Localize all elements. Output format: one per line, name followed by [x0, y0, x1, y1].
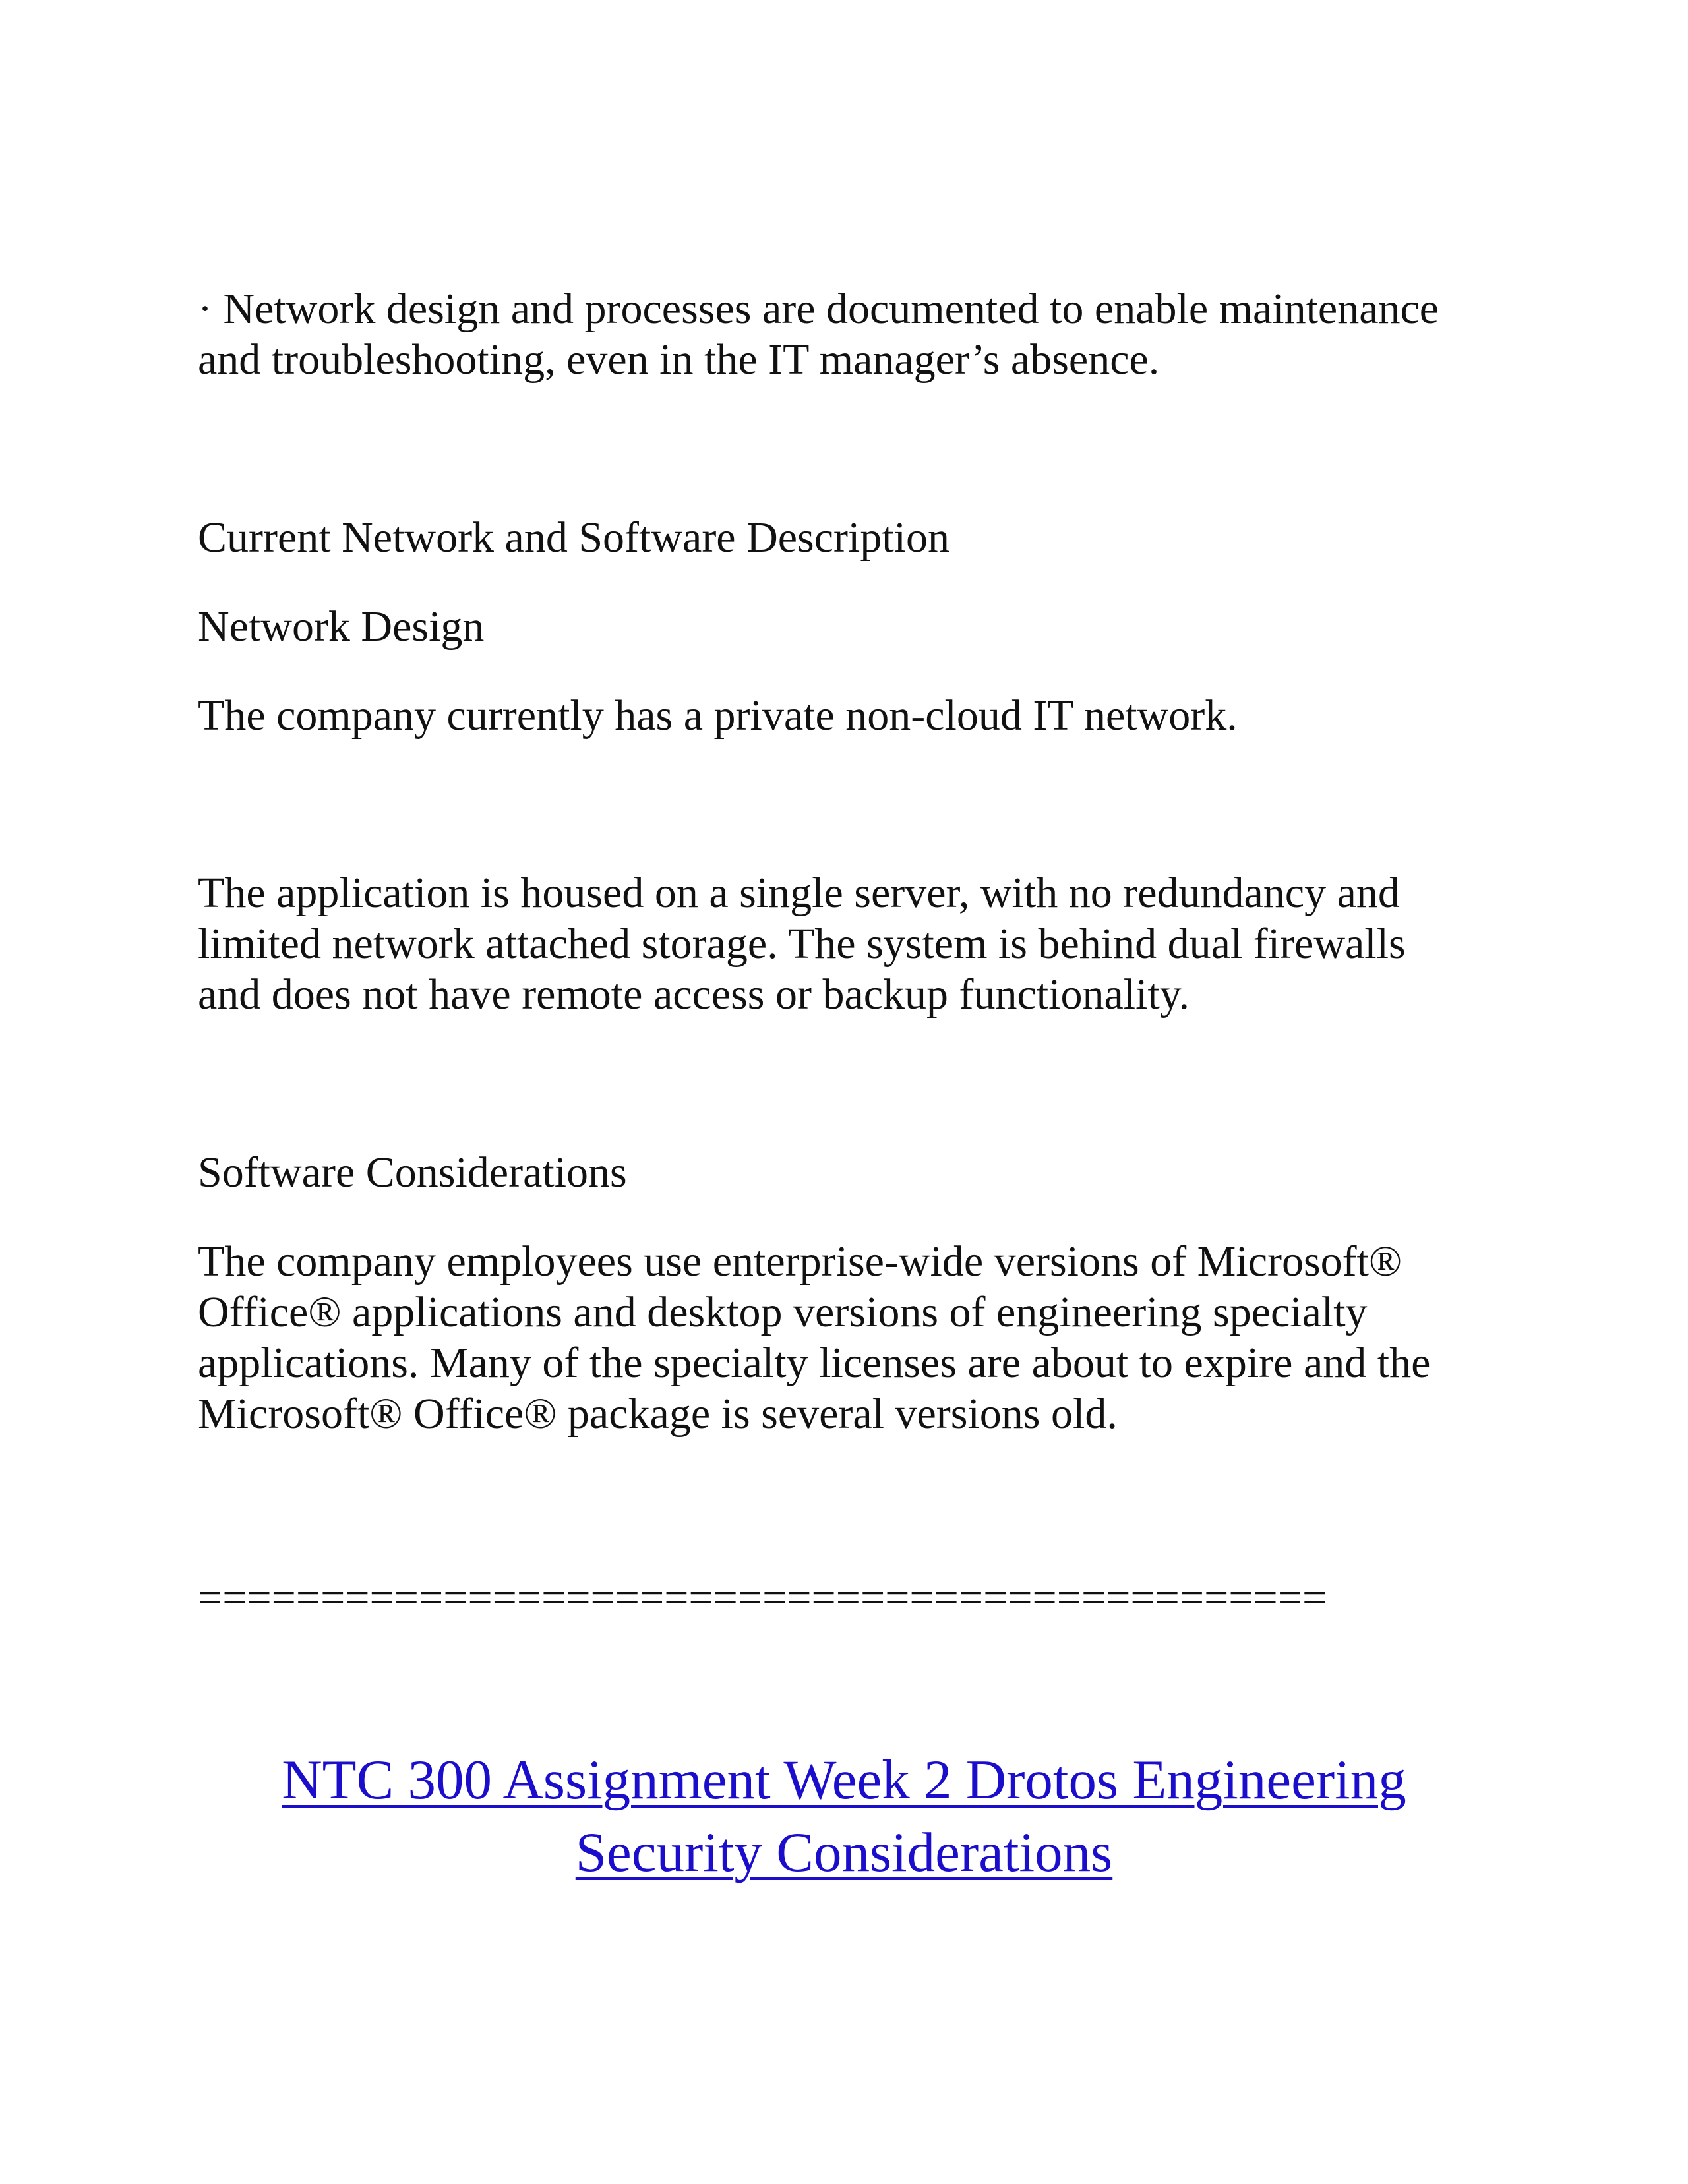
subheading-software: Software Considerations: [198, 1148, 627, 1196]
application-line-2: limited network attached storage. The system is behind dual firewalls: [198, 920, 1406, 968]
separator-line: ==============================================: [198, 1574, 1327, 1622]
assignment-link-line-1[interactable]: NTC 300 Assignment Week 2 Drotos Engineering: [282, 1749, 1406, 1811]
software-line-1: The company employees use enterprise-wide versions of Microsoft®: [198, 1237, 1402, 1285]
application-paragraph: [198, 868, 1517, 1020]
assignment-link-line-2[interactable]: Security Considerations: [575, 1821, 1113, 1883]
software-line-4: Microsoft® Office® package is several versions old.: [198, 1390, 1118, 1438]
software-line-2: Office® applications and desktop versions of engineering specialty: [198, 1288, 1368, 1336]
bullet-paragraph: [198, 283, 1517, 385]
assignment-link-block: [0, 1744, 1688, 1889]
subheading-network-design: Network Design: [198, 603, 485, 651]
bullet-line-1: · Network design and processes are documented to enable maintenance: [198, 285, 1439, 333]
network-private-paragraph: The company currently has a private non-cloud IT network.: [198, 692, 1238, 740]
application-line-3: and does not have remote access or backup functionality.: [198, 970, 1190, 1018]
bullet-line-2: and troubleshooting, even in the IT manager’s absence.: [198, 336, 1160, 384]
application-line-1: The application is housed on a single server, with no redundancy and: [198, 869, 1400, 917]
software-line-3: applications. Many of the specialty licenses are about to expire and the: [198, 1339, 1431, 1387]
assignment-link[interactable]: [0, 1744, 1688, 1889]
software-paragraph: [198, 1236, 1517, 1439]
section-heading-current: Current Network and Software Description: [198, 514, 950, 562]
